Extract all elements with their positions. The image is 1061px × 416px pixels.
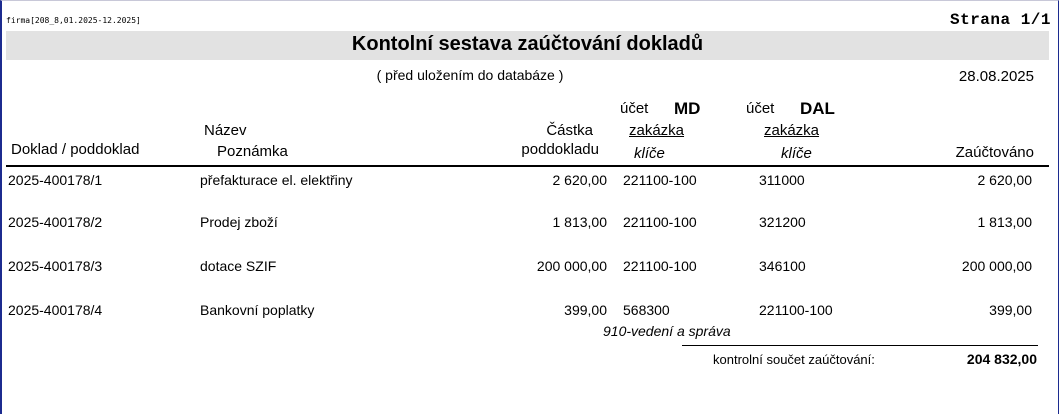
page-number: Strana 1/1 [949,11,1051,29]
row-1-md: 221100-100 [623,172,697,188]
report-date: 28.08.2025 [958,68,1034,85]
row-1-doklad: 2025-400178/1 [8,172,103,188]
summary-value: 204 832,00 [966,351,1037,367]
summary-label: kontrolní součet zaúčtování: [713,352,875,367]
row-1-castka: 2 620,00 [552,172,607,188]
row-4-dal: 221100-100 [759,302,833,318]
report-subtitle: ( před uložením do databáze ) [376,67,564,83]
header-rule [6,165,1049,167]
row-2-md: 221100-100 [623,214,697,230]
row-2-nazev: Prodej zboží [200,214,278,230]
row-2-zauctovano: 1 813,00 [977,214,1032,230]
col-md-zakazka: zakázka [629,122,685,139]
summary-rule [682,345,1038,346]
col-dal-ucet: účet [746,100,775,117]
col-castka-sub: poddokladu [521,141,599,158]
col-dal-klice: klíče [781,145,812,162]
col-dal: DAL [800,99,835,118]
col-md-klice: klíče [634,145,665,162]
row-3-doklad: 2025-400178/3 [8,258,103,274]
row-2-castka: 1 813,00 [552,214,607,230]
col-poznamka: Poznámka [217,143,288,160]
row-3-zauctovano: 200 000,00 [961,258,1032,274]
row-3-nazev: dotace SZIF [200,258,277,274]
col-md: MD [674,99,701,118]
row-4-zauctovano: 399,00 [989,302,1032,318]
row-4-md: 568300 [623,302,670,318]
col-md-ucet: účet [620,100,649,117]
row-3-md: 221100-100 [623,258,697,274]
row-3-dal: 346100 [759,258,806,274]
col-nazev: Název [204,122,247,139]
row-1-zauctovano: 2 620,00 [977,172,1032,188]
col-castka: Částka [546,122,593,139]
row-3-castka: 200 000,00 [536,258,607,274]
firm-info: firma[208_8,01.2025-12.2025] [6,16,141,25]
row-4-note: 910-vedení a správa [603,323,731,339]
row-2-doklad: 2025-400178/2 [8,214,103,230]
row-1-nazev: přefakturace el. elektřiny [200,172,353,188]
col-doklad: Doklad / poddoklad [11,141,140,158]
report-title: Kontolní sestava zaúčtování dokladů [351,33,704,55]
row-4-doklad: 2025-400178/4 [8,302,103,318]
row-2-dal: 321200 [759,214,806,230]
row-1-dal: 311000 [759,172,805,188]
row-4-castka: 399,00 [564,302,607,318]
row-4-nazev: Bankovní poplatky [200,302,315,318]
col-dal-zakazka: zakázka [764,122,820,139]
col-zauctovano: Zaúčtováno [955,144,1034,161]
